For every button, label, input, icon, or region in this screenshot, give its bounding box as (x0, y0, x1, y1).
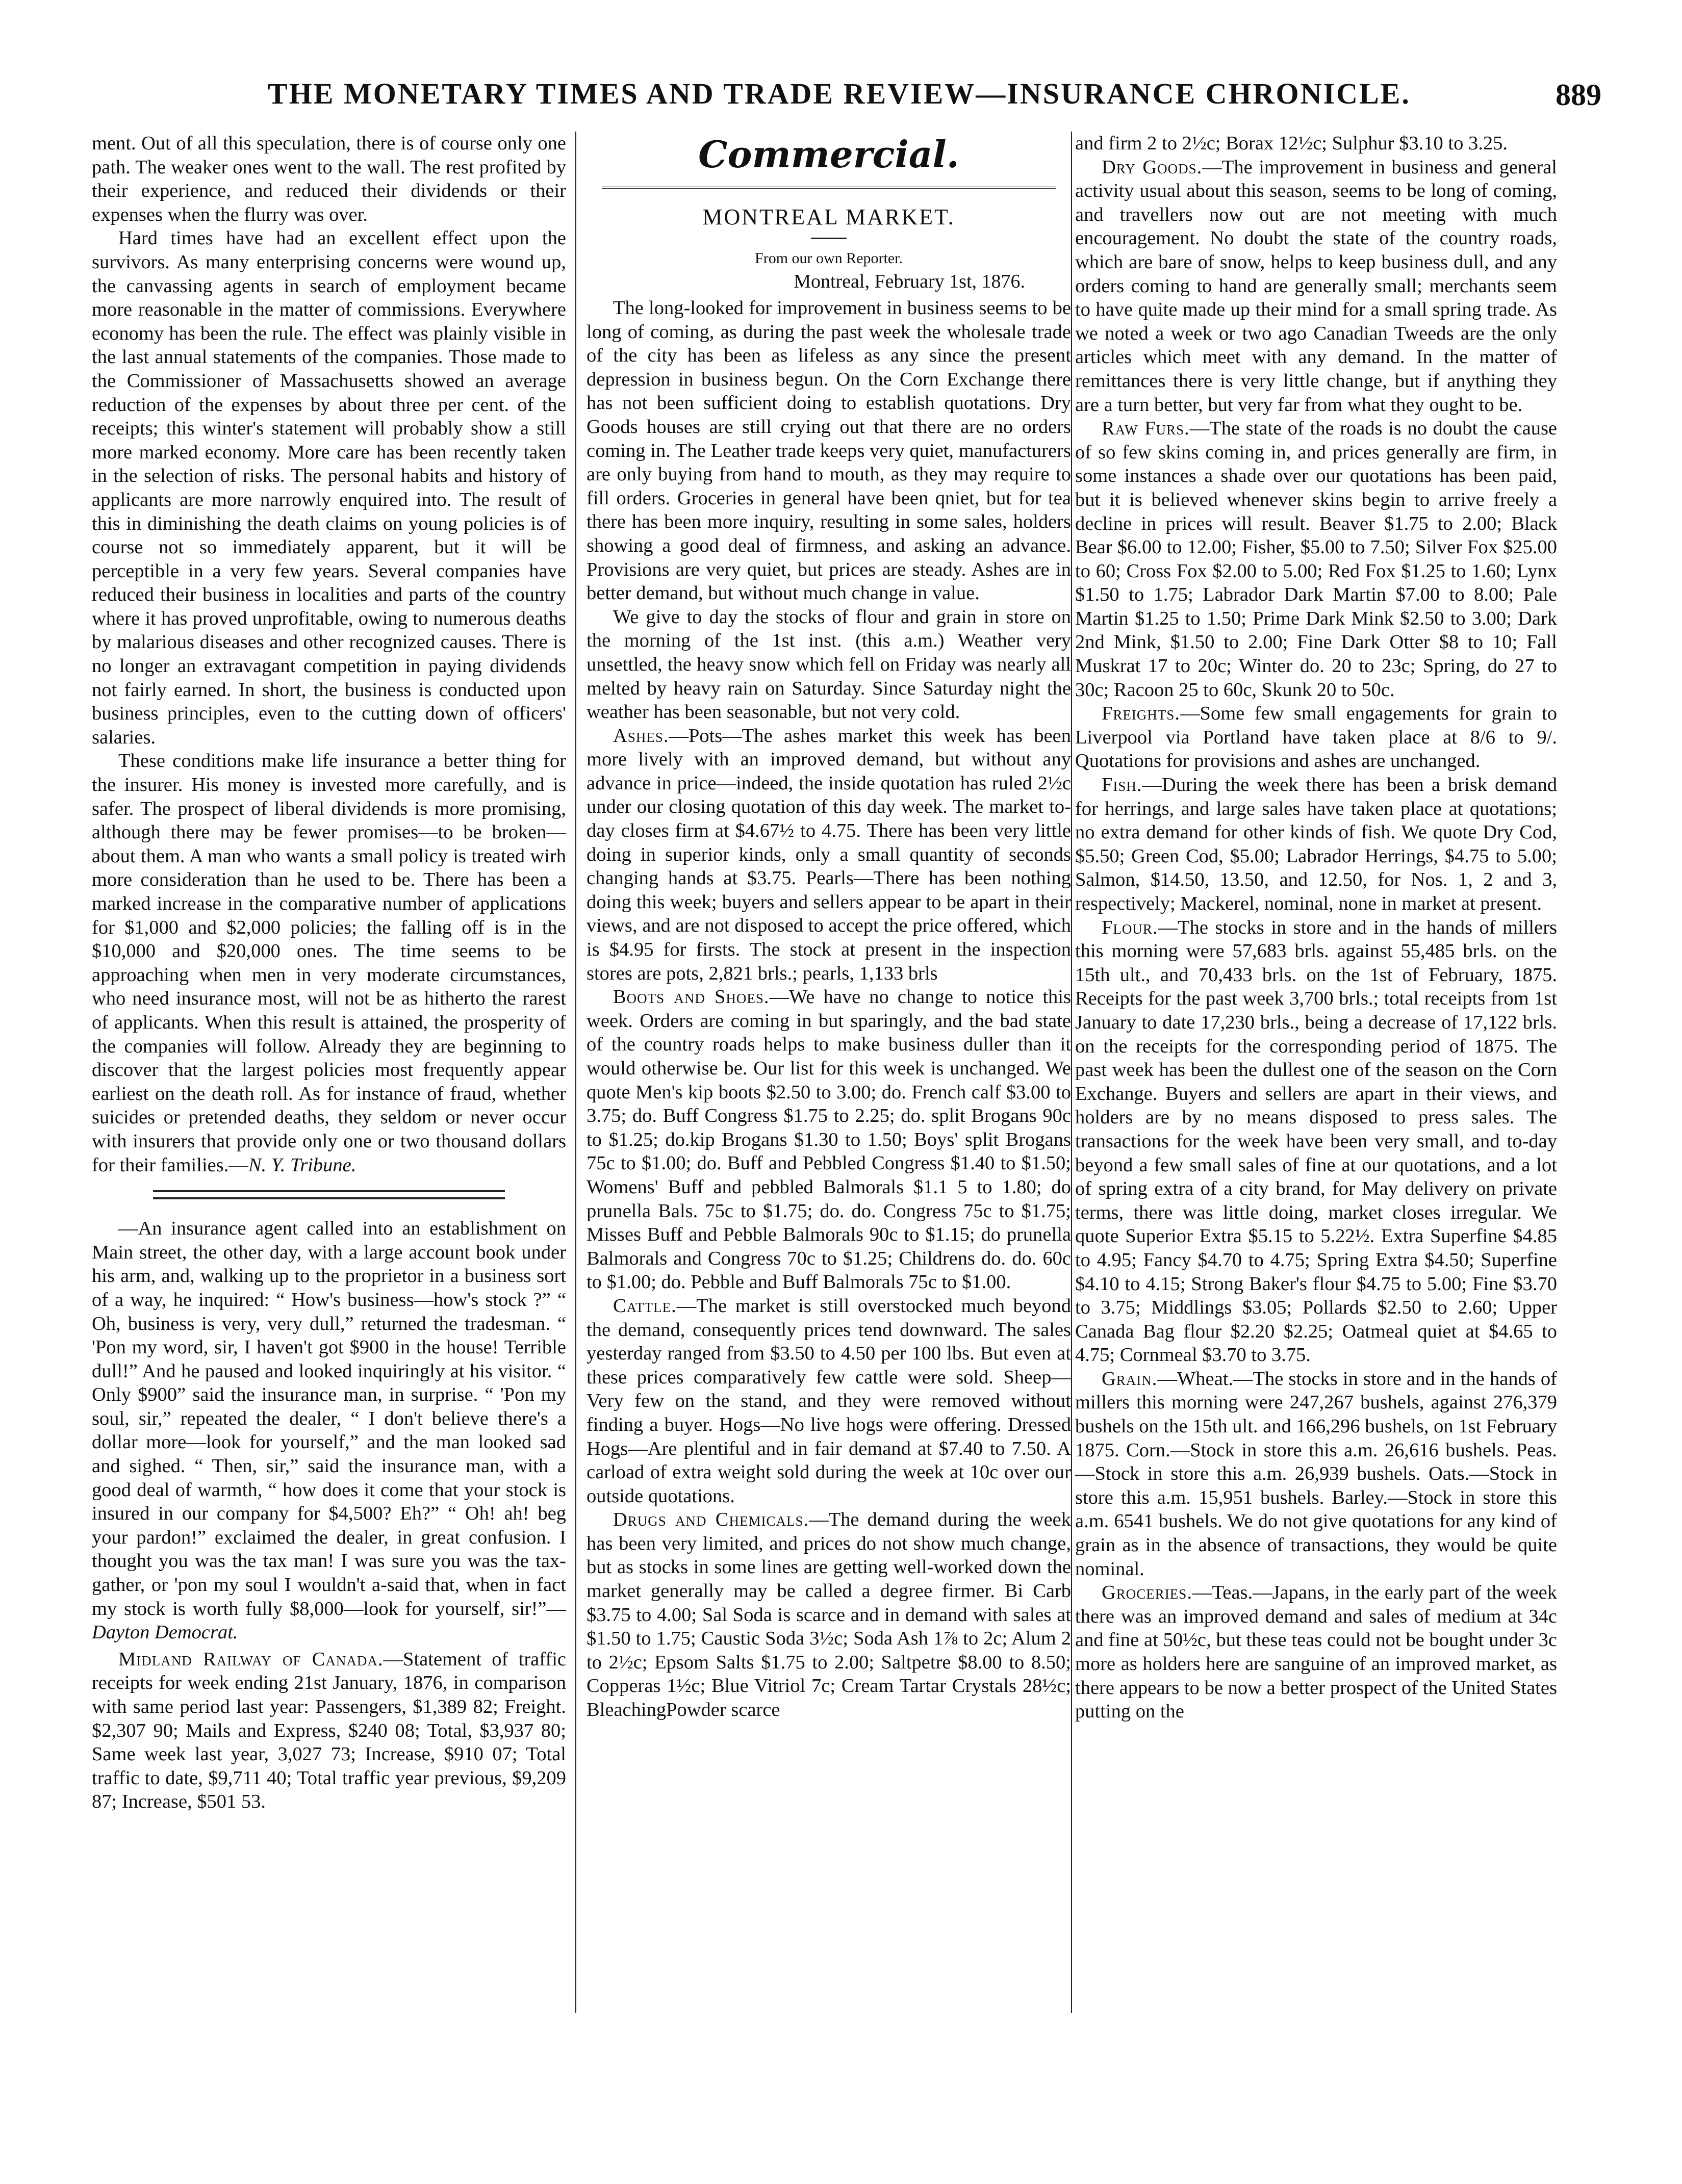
short-rule (811, 238, 847, 239)
paragraph-text: —Some few small engagements for grain to Liverpool via Portland have taken place at 8/6 to 9/. Quotations for provisions and ashes are unchanged. (1075, 703, 1557, 772)
paragraph-text: —Statement of traffic receipts for week ending 21st January, 1876, in comparison with same period last year: Passengers, $1,389 82; Freight. $2,307 90; Mails and Express, $240 08; Total, $3,937 80; Same week last year, 3,027 73; Increase, $910 07; Total traffic to date, $9,711 40; Total traffic year previous, $9,209 87; Increase, $501 53. (92, 1648, 566, 1813)
article-paragraph (1075, 916, 1557, 1367)
paragraph-lead: Boots and Shoes. (613, 986, 770, 1008)
article-paragraph (1075, 1367, 1557, 1581)
source-credit: Dayton Democrat. (92, 1622, 238, 1643)
paragraph-text: —Teas.—Japans, in the early part of the week there was an improved demand and sales of medium at 34c and fine at 50½c, but these teas could not be bought under 3c more as holders here are sanguine of an improved market, as there appears to be now a better prospect of the United States putting on the (1075, 1582, 1557, 1723)
page-header (92, 76, 1601, 122)
section-title: Commercial. (698, 133, 959, 176)
paragraph-text: —The demand during the week has been very limited, and prices do not show much change, but as stocks in some lines are getting well-worked down the market generally may be called a degree firmer. Bi Carb $3.75 to 4.00; Sal Soda is scarce and in demand with sales at $1.50 to 1.75; Caustic Soda 3½c; Soda Ash 1⅞ to 2c; Alum 2 to 2½c; Epsom Salts $1.75 to 2.00; Saltpetre $8.00 to 8.50; Copperas 1½c; Blue Vitriol 7c; Cream Tartar Crystals 28½c; BleachingPowder scarce (587, 1509, 1071, 1721)
column-divider-2 (1071, 132, 1072, 2013)
paragraph-text: —The improvement in business and general activity usual about this season, seems to be long of coming, and travellers now out are not meeting with much encouragement. No doubt the state of the country roads, which are bare of snow, helps to keep business dull, and any orders coming to hand are generally small; merchants seem to have quite made up their mind for a small spring trade. As we noted a week or two ago Canadian Tweeds are the only articles which meet with any demand. In the matter of remittances there is very little change, but if anything they are a turn better, but very far from what they ought to be. (1075, 156, 1557, 416)
column-3 (1075, 132, 1557, 1724)
paragraph-lead: Dry Goods. (1102, 156, 1203, 178)
source-credit: N. Y. Tribune. (248, 1154, 356, 1176)
article-paragraph (587, 1508, 1071, 1721)
paragraph-lead: Midland Railway of Canada. (118, 1648, 384, 1670)
column-1 (92, 132, 566, 1814)
article-paragraph (1075, 1581, 1557, 1724)
article-paragraph: and firm 2 to 2½c; Borax 12½c; Sulphur $3.10 to 3.25. (1075, 133, 1508, 154)
paragraph-text: —Pots—The ashes market this week has been more lively with an improved demand, but without any advance in price—indeed, the inside quotation has ruled 2½c under our closing quotation of this day week. The market to-day closes firm at $4.67½ to 4.75. There has been very little doing in superior kinds, only a small quantity of seconds changing hands at $3.75. Pearls—There has been nothing doing this week; buyers and sellers appear to be apart in their views, and are not disposed to accept the price offered, which is $4.95 for firsts. The stock at present in the inspection stores are pots, 2,821 brls.; pearls, 1,133 brls (587, 725, 1071, 984)
market-title: MONTREAL MARKET. (702, 204, 955, 229)
paragraph-lead: Drugs and Chemicals. (613, 1509, 809, 1531)
paragraph-text: —The stocks in store and in the hands of millers this morning were 57,683 brls. against 55,485 brls. on the 15th ult., and 70,433 brls. on the 1st of February, 1875. Receipts for the past week 3,700 brls.; total receipts from 1st January to date 17,230 brls., being a decrease of 17,122 brls. on the receipts for the corresponding period of 1875. The past week has been the dullest one of the season on the Corn Exchange. Buyers and sellers are apart in their views, and holders are by no means disposed to press sales. The transactions for the week have been very small, and to-day beyond a few small sales of fine at our quotations, and a lot of spring extra of a city brand, for May delivery on private terms, there was little doing, market closes irregular. We quote Superior Extra $5.15 to 5.22½. Extra Superfine $4.85 to 4.95; Fancy $4.70 to 4.75; Spring Extra $4.50; Superfine $4.10 to 4.15; Strong Baker's flour $4.75 to 5.00; Fine $3.70 to 3.75; Middlings $3.05; Pollards $2.50 to 2.60; Upper Canada Bag flour $2.20 $2.25; Oatmeal quiet at $4.65 to 4.75; Cornmeal $3.70 to 3.75. (1075, 916, 1557, 1366)
paragraph-lead: Cattle. (613, 1295, 677, 1317)
paragraph-text: —An insurance agent called into an establishment on Main street, the other day, with a large account book under his arm, and, walking up to the proprietor in a business sort of a way, he inquired: “ How's business—how's stock ?” “ Oh, business is very, very dull,” returned the tradesman. “ 'Pon my word, sir, I haven't got $900 in the house! Terrible dull!” And he paused and looked inquiringly at his visitor. “ Only $900” said the insurance man, in surprise. “ 'Pon my soul, sir,” repeated the dealer, “ I don't believe there's a dollar more—look for yourself,” and the man looked sad and sighed. “ Then, sir,” said the insurance man, with a good deal of warmth, “ how does it come that your stock is insured in our company for $4,500? Eh?” “ Oh! ah! beg your pardon!” exclaimed the dealer, in great confusion. I thought you was the tax man! I was sure you was the tax-gather, or 'pon my soul I wouldn't a-said that, when in fact my stock is worth fully $8,000—look for yourself, sir!”— (92, 1218, 566, 1620)
dateline: Montreal, February 1st, 1876. (794, 271, 1025, 292)
paragraph-lead: Freights. (1102, 703, 1181, 725)
article-paragraph (1075, 156, 1557, 417)
article-paragraph (92, 1648, 566, 1814)
paragraph-text: —The state of the roads is no doubt the cause of so few skins coming in, and prices generally are firm, in some instances a shade over our quotations has been paid, but it is believed whenever skins begin to arrive freely a decline in prices will result. Beaver $1.75 to 2.00; Black Bear $6.00 to 12.00; Fisher, $5.00 to 7.50; Silver Fox $25.00 to 60; Cross Fox $2.00 to 5.00; Red Fox $1.25 to 1.60; Lynx $1.50 to 1.75; Labrador Dark Martin $7.00 to 8.00; Pale Martin $1.25 to 1.50; Prime Dark Mink $2.50 to 3.00; Dark 2nd Mink, $1.50 to 2.00; Fine Dark Otter $8 to 10; Fall Muskrat 17 to 20c; Winter do. 20 to 23c; Spring, do 27 to 30c; Racoon 25 to 60c, Skunk 20 to 50c. (1075, 418, 1558, 701)
article-paragraph: ment. Out of all this speculation, there is of course only one path. The weaker ones went to the wall. The rest profited by their experience, and reduced their dividends or their expenses when the flurry was over. (92, 133, 566, 225)
paragraph-text: These conditions make life insurance a better thing for the insurer. His money is invested more carefully, and is safer. The prospect of liberal dividends is more promising, although there may be fewer promises—to be broken—about them. A man who wants a small policy is treated wirh more consideration than he used to be. There has been a marked increase in the comparative number of applications for $1,000 and $2,000 policies; the falling off is in the $10,000 and $20,000 ones. The time seems to be approaching when men in very moderate circumstances, who need insurance most, will not be as hitherto the rarest of applicants. When this result is attained, the prosperity of the companies will follow. Already they are beginning to discover that the largest policies most frequently appear earliest on the death roll. As for instance of fraud, whether suicides or pretended deaths, they seldom or never occur with insurers that provide only one or two thousand dollars for their families.— (92, 750, 566, 1176)
article-paragraph (92, 749, 566, 1177)
paragraph-lead: Ashes. (613, 725, 669, 747)
paragraph-lead: Fish. (1102, 774, 1142, 796)
article-paragraph (587, 724, 1071, 986)
article-paragraph: We give to day the stocks of flour and grain in store on the morning of the 1st inst. (this a.m.) Weather very unsettled, the heavy snow which fell on Friday was nearly all melted by heavy rain on Saturday. Since Saturday night the weather has been seasonable, but not very cold. (587, 606, 1071, 723)
paragraph-text: —During the week there has been a brisk demand for herrings, and large sales have taken place at quotations; no extra demand for other kinds of fish. We quote Dry Cod, $5.50; Green Cod, $5.00; Labrador Herrings, $4.75 to 5.00; Salmon, $14.50, 13.50, and 12.50, for Nos. 1, 2 and 3, respectively; Mackerel, nominal, none in market at present. (1075, 774, 1557, 914)
article-paragraph (587, 1294, 1071, 1508)
paragraph-text: —The market is still overstocked much beyond the demand, consequently prices tend downward. The sales yesterday ranged from $3.50 to 4.50 per 100 lbs. But even at these prices comparatively few cattle were sold. Sheep—Very few on the stand, and they were removed without finding a buyer. Hogs—No live hogs were offering. Dressed Hogs—Are plentiful and in fair demand at $7.40 to 7.50. A carload of extra weight sold during the week at 10c over our outside quotations. (587, 1295, 1071, 1507)
article-paragraph (587, 985, 1071, 1294)
paragraph-text: —Wheat.—The stocks in store and in the hands of millers this morning were 247,267 bushels, against 276,379 bushels on the 15th ult. and 166,296 bushels, on 1st February 1875. Corn.—Stock in store this a.m. 26,616 bushels. Peas.—Stock in store this a.m. 26,939 bushels. Oats.—Stock in store this a.m. 15,951 bushels. Barley.—Stock in store this a.m. 6541 bushels. We do not give quotations for any kind of grain as in the absence of transactions, they would be quite nominal. (1075, 1368, 1557, 1580)
article-paragraph (1075, 773, 1557, 916)
paragraph-text: —We have no change to notice this week. Orders are coming in but sparingly, and the bad state of the country roads helps to make business duller than it would otherwise be. Our list for this week is unchanged. We quote Men's kip boots $2.50 to 3.00; do. French calf $3.00 to 3.75; do. Buff Congress $1.75 to 2.25; do. split Brogans 90c to $1.25; do.kip Brogans $1.30 to 1.50; Boys' split Brogans 75c to $1.00; do. Buff and Pebbled Congress $1.40 to $1.50; Womens' Buff and pebbled Balmorals $1.1 5 to 1.80; do prunella Bals. 75c to $1.75; do. do. Congress 75c to $1.75; Misses Buff and Pebble Balmorals 90c to $1.15; do prunella Balmorals and Congress 70c to $1.25; Childrens do. do. 60c to $1.00; do. Pebble and Buff Balmorals 75c to $1.00. (587, 986, 1071, 1293)
article-paragraph: Hard times have had an excellent effect upon the survivors. As many enterprising concerns were wound up, the canvassing agents in search of employment became more reasonable in the matter of commissions. Everywhere economy has been the rule. The effect was plainly visible in the last annual statements of the companies. Those made to the Commissioner of Massachusetts showed an average reduction of the expenses by about three per cent. of the receipts; this winter's statement will probably show a still more marked economy. More care has been recently taken in the selection of risks. The personal habits and history of applicants are more narrowly enquired into. The result of this in diminishing the death claims on young policies is of course not so immediately apparent, but it will be perceptible in a very few years. Several companies have reduced their business in localities and parts of the country where it has proved unprofitable, owing to numerous deaths by malarious diseases and other recognized causes. There is no longer an extravagant competition in paying dividends not fairly earned. In short, the business is conducted upon business principles, even to the cutting down of officers' salaries. (92, 227, 566, 748)
article-paragraph (1075, 702, 1557, 773)
paragraph-lead: Flour. (1102, 916, 1158, 938)
paragraph-lead: Raw Furs. (1102, 418, 1190, 440)
byline: From our own Reporter. (755, 250, 903, 267)
masthead-title: THE MONETARY TIMES AND TRADE REVIEW—INSURANCE CHRONICLE. (268, 77, 1411, 110)
article-paragraph (1075, 417, 1557, 702)
article-paragraph (92, 1217, 566, 1645)
paragraph-lead: Groceries. (1102, 1582, 1192, 1604)
column-2 (587, 132, 1071, 1722)
section-separator (153, 1190, 505, 1199)
paragraph-lead: Grain. (1102, 1368, 1158, 1390)
article-paragraph: The long-looked for improvement in business seems to be long of coming, as during the past week the wholesale trade of the city has been as lifeless as any since the present depression in business begun. On the Corn Exchange there has not been sufficient doing to establish quotations. Dry Goods houses are still crying out that there are no orders coming in. The Leather trade keeps very quiet, manufacturers are only buying from hand to mouth, as they may require to fill orders. Groceries in general have been qniet, but for tea there has been more inquiry, resulting in some sales, holders showing a good deal of firmness, and asking an advance. Provisions are very quiet, but prices are steady. Ashes are in better demand, but without much change in value. (587, 297, 1071, 604)
page-number: 889 (1556, 78, 1601, 112)
title-ornament-rule (602, 179, 1056, 189)
column-divider-1 (575, 132, 576, 2013)
